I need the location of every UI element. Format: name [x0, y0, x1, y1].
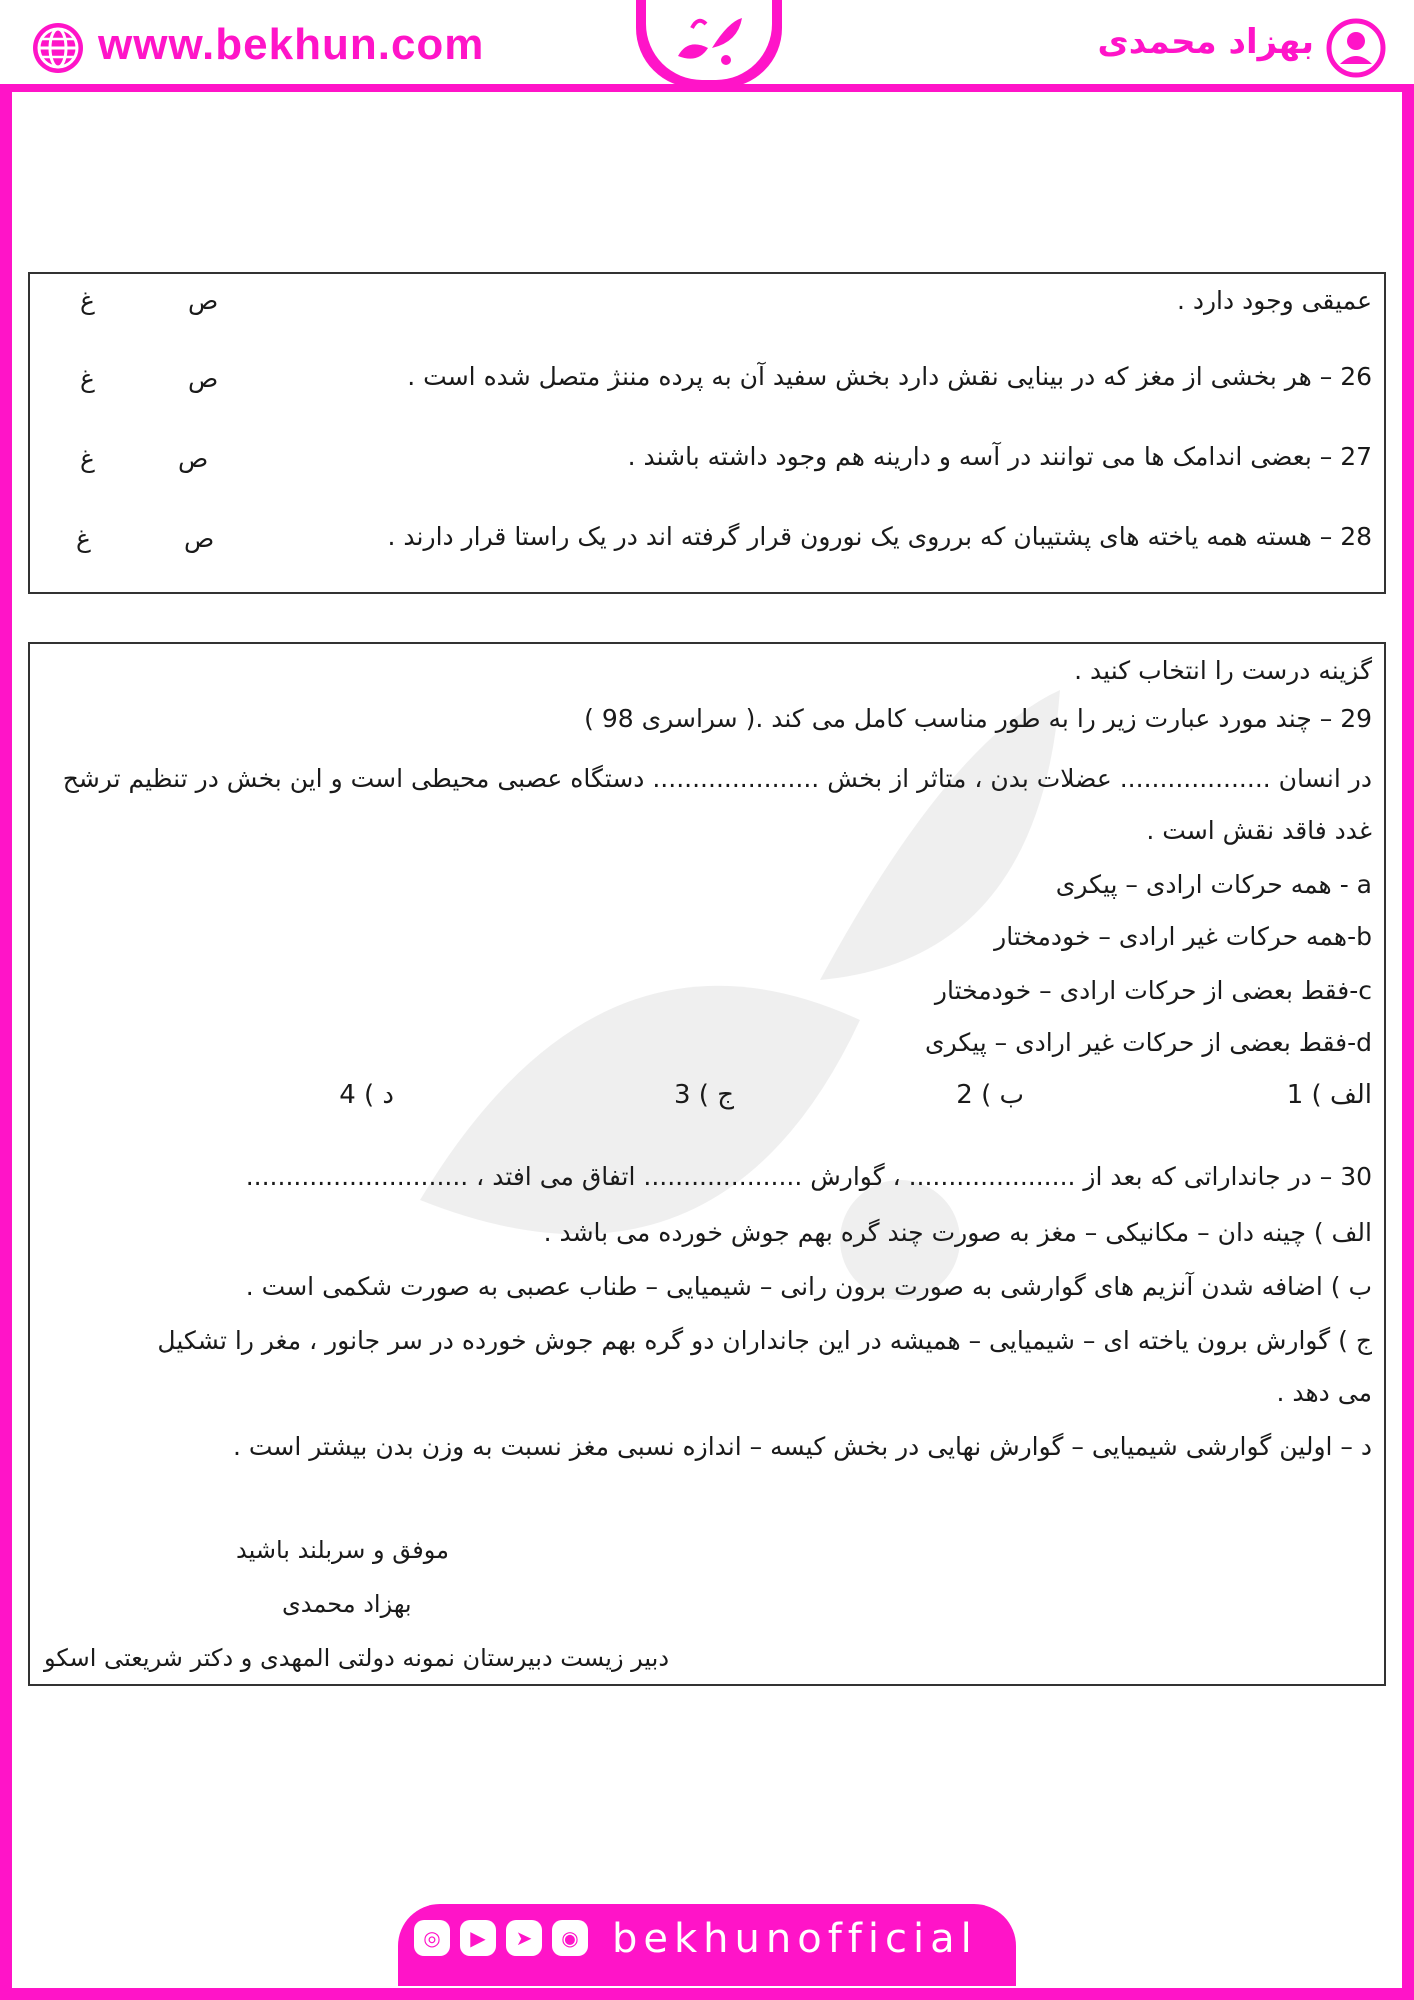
true-option-27[interactable]: ص — [178, 444, 209, 473]
choice-jim[interactable]: ج ) 3 — [673, 1080, 734, 1110]
question-29-text-1: در انسان ................... عضلات بدن ، متاثر از بخش ..................... دستگاه عصبی محیطی است و این بخش در تنظیم ترشح — [62, 764, 1372, 793]
option-d: d-فقط بعضی از حرکات غیر ارادی – پیکری — [925, 1028, 1372, 1057]
user-icon — [1326, 18, 1386, 78]
question-30-option-be: ب ) اضافه شدن آنزیم های گوارشی به صورت برون رانی – شیمیایی – طناب عصبی به صورت شکمی است . — [245, 1272, 1372, 1301]
social-handle[interactable]: bekhunofficial — [612, 1916, 978, 1962]
true-option-0[interactable]: ص — [188, 286, 219, 315]
aparat-icon[interactable]: ◎ — [414, 1920, 450, 1956]
tf-line-0: عمیقی وجود دارد . — [1176, 286, 1372, 315]
globe-icon — [30, 20, 86, 76]
tf-question-26: 26 – هر بخشی از مغز که در بینایی نقش دارد بخش سفید آن به پرده مننژ متصل شده است . — [407, 362, 1372, 391]
instruction-text: گزینه درست را انتخاب کنید . — [1074, 656, 1372, 685]
false-option-26[interactable]: غ — [80, 364, 95, 393]
false-option-27[interactable]: غ — [80, 444, 95, 473]
telegram-icon[interactable]: ➤ — [506, 1920, 542, 1956]
question-30: 30 – در جانداراتی که بعد از ..................... ، گوارش .................... اتفاق می افتد ، ............................ — [245, 1162, 1372, 1191]
youtube-icon[interactable]: ▶ — [460, 1920, 496, 1956]
question-29-text-2: غدد فاقد نقش است . — [1146, 816, 1372, 845]
option-b: b-همه حرکات غیر ارادی – خودمختار — [994, 922, 1372, 951]
true-option-28[interactable]: ص — [184, 524, 215, 553]
choice-alef[interactable]: الف ) 1 — [1286, 1080, 1372, 1110]
closing-wish: موفق و سربلند باشید — [236, 1536, 449, 1564]
false-option-28[interactable]: غ — [76, 524, 91, 553]
choice-dal[interactable]: د ) 4 — [339, 1080, 394, 1110]
false-option-0[interactable]: غ — [80, 286, 95, 315]
option-a: a - همه حرکات ارادی – پیکری — [1055, 870, 1372, 899]
tf-question-28: 28 – هسته همه یاخته های پشتیبان که برروی یک نورون قرار گرفته اند در یک راستا قرار دارند . — [387, 522, 1372, 551]
choice-be[interactable]: ب ) 2 — [956, 1080, 1024, 1110]
tf-question-27: 27 – بعضی اندامک ها می توانند در آسه و دارینه هم وجود داشته باشند . — [627, 442, 1372, 471]
question-30-option-dal: د – اولین گوارشی شیمیایی – گوارش نهایی در بخش کیسه – اندازه نسبی مغز نسبت به وزن بدن بیشتر است . — [232, 1432, 1372, 1461]
social-icons — [414, 1920, 588, 1956]
author-name: بهزاد محمدی — [1097, 22, 1314, 62]
signature-name: بهزاد محمدی — [282, 1590, 412, 1618]
question-29: 29 – چند مورد عبارت زیر را به طور مناسب کامل می کند .( سراسری 98 ) — [584, 704, 1372, 733]
instagram-icon[interactable]: ◉ — [552, 1920, 588, 1956]
question-30-option-jim-2: می دهد . — [1276, 1378, 1372, 1407]
question-30-option-jim-1: ج ) گوارش برون یاخته ای – شیمیایی – همیشه در این جانداران دو گره بهم جوش خورده در سر جانور ، مغر را تشکیل — [157, 1326, 1372, 1355]
option-c: c-فقط بعضی از حرکات ارادی – خودمختار — [934, 976, 1372, 1005]
bekhun-logo-icon — [668, 8, 752, 74]
true-option-26[interactable]: ص — [188, 364, 219, 393]
signature-title: دبیر زیست دبیرستان نمونه دولتی المهدی و دکتر شریعتی اسکو — [44, 1644, 670, 1672]
question-30-option-alef: الف ) چینه دان – مکانیکی – مغز به صورت چند گره بهم جوش خورده می باشد . — [543, 1218, 1372, 1247]
site-url-link[interactable]: www.bekhun.com — [98, 20, 485, 69]
